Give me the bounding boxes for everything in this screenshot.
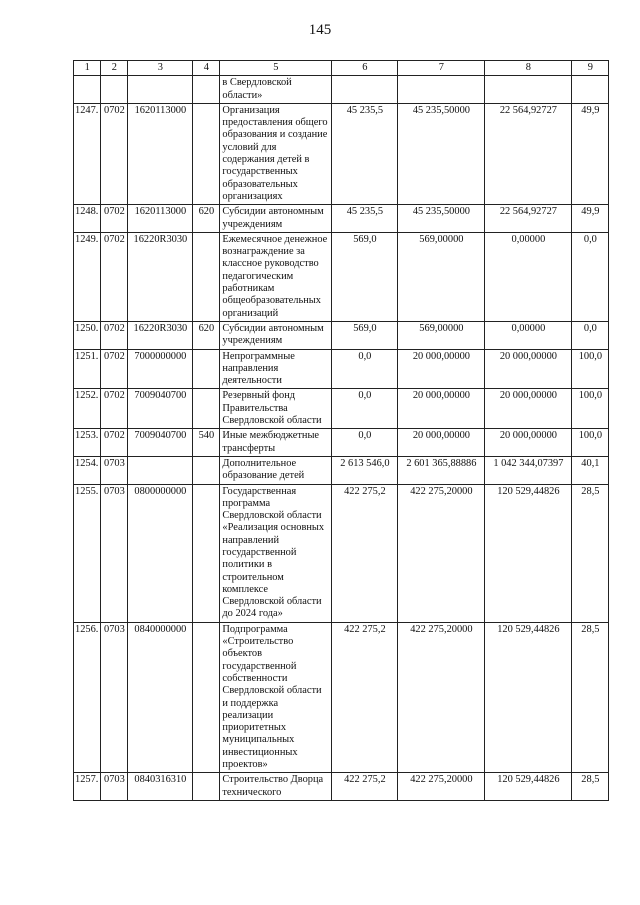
row-number-cell: 1257. [74, 773, 101, 801]
executed-amount-cell: 120 529,44826 [485, 484, 572, 622]
page-number: 145 [308, 22, 332, 38]
approved-amount-cell: 45 235,5 [332, 205, 398, 233]
approved-amount-cell: 422 275,2 [332, 484, 398, 622]
executed-amount-cell: 1 042 344,07397 [485, 456, 572, 484]
approved-amount-cell: 569,0 [332, 232, 398, 321]
description-cell: Строительство Дворца технического [220, 773, 332, 801]
expense-type-cell: 540 [193, 429, 220, 457]
section-code-cell: 0703 [101, 456, 128, 484]
column-header-5: 5 [220, 61, 332, 76]
row-number-cell: 1252. [74, 389, 101, 429]
row-number-cell: 1248. [74, 205, 101, 233]
description-cell: Субсидии автономным учреждениям [220, 321, 332, 349]
table-row [74, 321, 609, 349]
description-cell: Дополнительное образование детей [220, 456, 332, 484]
row-number-cell: 1247. [74, 103, 101, 204]
column-header-9: 9 [572, 61, 609, 76]
table-row [74, 349, 609, 389]
table-row [74, 389, 609, 429]
row-number-cell: 1255. [74, 484, 101, 622]
percent-cell: 28,5 [572, 484, 609, 622]
table-row [74, 76, 609, 104]
expense-type-cell [193, 622, 220, 773]
row-number-cell: 1253. [74, 429, 101, 457]
executed-amount-cell: 20 000,00000 [485, 429, 572, 457]
table-body [74, 76, 609, 801]
table-row [74, 429, 609, 457]
revised-amount-cell: 2 601 365,88886 [398, 456, 485, 484]
target-article-cell: 0800000000 [128, 484, 193, 622]
table-row [74, 205, 609, 233]
revised-amount-cell: 20 000,00000 [398, 349, 485, 389]
percent-cell: 0,0 [572, 232, 609, 321]
section-code-cell: 0702 [101, 205, 128, 233]
description-cell: Субсидии автономным учреждениям [220, 205, 332, 233]
description-cell: в Свердловской области» [220, 76, 332, 104]
table-row [74, 103, 609, 204]
percent-cell: 49,9 [572, 205, 609, 233]
executed-amount-cell: 20 000,00000 [485, 349, 572, 389]
target-article-cell: 16220R3030 [128, 232, 193, 321]
row-number-cell: 1256. [74, 622, 101, 773]
column-header-7: 7 [398, 61, 485, 76]
executed-amount-cell: 120 529,44826 [485, 622, 572, 773]
approved-amount-cell: 2 613 546,0 [332, 456, 398, 484]
table-row [74, 484, 609, 622]
revised-amount-cell: 422 275,20000 [398, 484, 485, 622]
expense-type-cell [193, 456, 220, 484]
description-cell: Государственная программа Свердловской области «Реализация основных направлений государственной политики в строительном комплексе Свердловской области до 2024 года» [220, 484, 332, 622]
percent-cell: 49,9 [572, 103, 609, 204]
target-article-cell: 1620113000 [128, 205, 193, 233]
approved-amount-cell: 422 275,2 [332, 773, 398, 801]
description-cell: Иные межбюджетные трансферты [220, 429, 332, 457]
revised-amount-cell: 422 275,20000 [398, 622, 485, 773]
executed-amount-cell: 120 529,44826 [485, 773, 572, 801]
section-code-cell: 0702 [101, 389, 128, 429]
expense-type-cell [193, 349, 220, 389]
section-code-cell: 0703 [101, 773, 128, 801]
table-row [74, 232, 609, 321]
expense-type-cell: 620 [193, 205, 220, 233]
table-row [74, 456, 609, 484]
target-article-cell [128, 76, 193, 104]
percent-cell: 100,0 [572, 349, 609, 389]
revised-amount-cell [398, 76, 485, 104]
revised-amount-cell: 45 235,50000 [398, 103, 485, 204]
table-row [74, 622, 609, 773]
revised-amount-cell: 20 000,00000 [398, 389, 485, 429]
revised-amount-cell: 45 235,50000 [398, 205, 485, 233]
budget-table [73, 60, 609, 801]
approved-amount-cell: 422 275,2 [332, 622, 398, 773]
section-code-cell: 0702 [101, 429, 128, 457]
percent-cell: 100,0 [572, 429, 609, 457]
section-code-cell: 0703 [101, 622, 128, 773]
approved-amount-cell: 0,0 [332, 389, 398, 429]
approved-amount-cell [332, 76, 398, 104]
column-header-6: 6 [332, 61, 398, 76]
expense-type-cell [193, 232, 220, 321]
section-code-cell: 0702 [101, 349, 128, 389]
row-number-cell: 1249. [74, 232, 101, 321]
target-article-cell: 1620113000 [128, 103, 193, 204]
percent-cell: 28,5 [572, 773, 609, 801]
target-article-cell: 7009040700 [128, 429, 193, 457]
revised-amount-cell: 569,00000 [398, 321, 485, 349]
approved-amount-cell: 0,0 [332, 349, 398, 389]
column-header-1: 1 [74, 61, 101, 76]
expense-type-cell [193, 389, 220, 429]
revised-amount-cell: 569,00000 [398, 232, 485, 321]
description-cell: Подпрограмма «Строительство объектов государственной собственности Свердловской области и поддержка реализации приоритетных муниципальных инвестиционных проектов» [220, 622, 332, 773]
description-cell: Непрограммные направления деятельности [220, 349, 332, 389]
approved-amount-cell: 45 235,5 [332, 103, 398, 204]
percent-cell: 0,0 [572, 321, 609, 349]
expense-type-cell [193, 773, 220, 801]
percent-cell: 40,1 [572, 456, 609, 484]
percent-cell [572, 76, 609, 104]
approved-amount-cell: 569,0 [332, 321, 398, 349]
target-article-cell: 7009040700 [128, 389, 193, 429]
expense-type-cell: 620 [193, 321, 220, 349]
section-code-cell: 0702 [101, 232, 128, 321]
executed-amount-cell [485, 76, 572, 104]
column-header-3: 3 [128, 61, 193, 76]
revised-amount-cell: 422 275,20000 [398, 773, 485, 801]
revised-amount-cell: 20 000,00000 [398, 429, 485, 457]
expense-type-cell [193, 103, 220, 204]
row-number-cell: 1251. [74, 349, 101, 389]
row-number-cell [74, 76, 101, 104]
column-header-8: 8 [485, 61, 572, 76]
expense-type-cell [193, 76, 220, 104]
row-number-cell: 1254. [74, 456, 101, 484]
section-code-cell: 0702 [101, 321, 128, 349]
percent-cell: 100,0 [572, 389, 609, 429]
section-code-cell: 0702 [101, 103, 128, 204]
target-article-cell: 7000000000 [128, 349, 193, 389]
section-code-cell: 0703 [101, 484, 128, 622]
executed-amount-cell: 0,00000 [485, 321, 572, 349]
section-code-cell [101, 76, 128, 104]
table-header-row [74, 61, 609, 76]
target-article-cell: 0840316310 [128, 773, 193, 801]
description-cell: Организация предоставления общего образования и создание условий для содержания детей в государственных образовательных организациях [220, 103, 332, 204]
target-article-cell: 0840000000 [128, 622, 193, 773]
approved-amount-cell: 0,0 [332, 429, 398, 457]
executed-amount-cell: 22 564,92727 [485, 205, 572, 233]
executed-amount-cell: 22 564,92727 [485, 103, 572, 204]
percent-cell: 28,5 [572, 622, 609, 773]
row-number-cell: 1250. [74, 321, 101, 349]
column-header-4: 4 [193, 61, 220, 76]
target-article-cell [128, 456, 193, 484]
column-header-2: 2 [101, 61, 128, 76]
executed-amount-cell: 20 000,00000 [485, 389, 572, 429]
target-article-cell: 16220R3030 [128, 321, 193, 349]
executed-amount-cell: 0,00000 [485, 232, 572, 321]
expense-type-cell [193, 484, 220, 622]
description-cell: Резервный фонд Правительства Свердловской области [220, 389, 332, 429]
table-row [74, 773, 609, 801]
description-cell: Ежемесячное денежное вознаграждение за классное руководство педагогическим работникам общеобразовательных организаций [220, 232, 332, 321]
